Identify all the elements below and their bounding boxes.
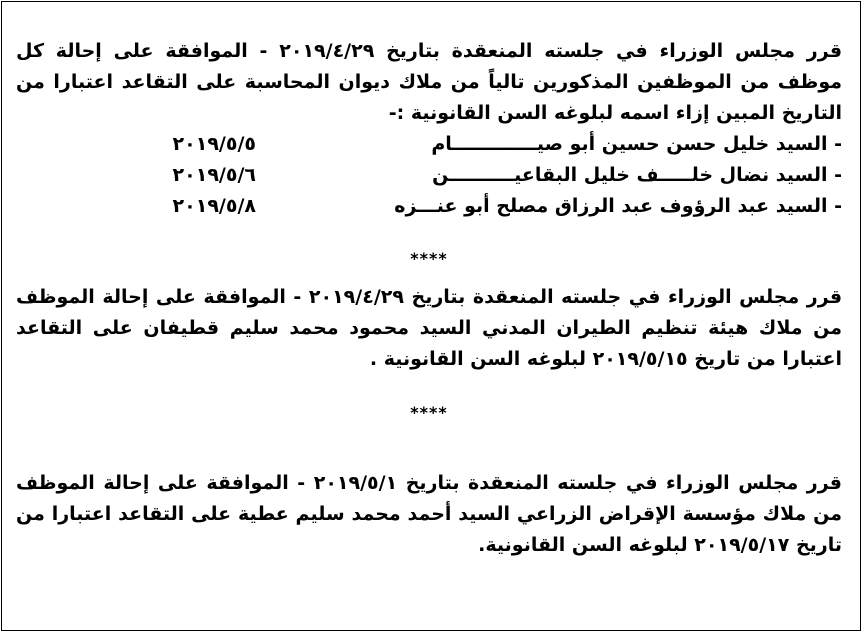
document-frame bbox=[1, 1, 861, 631]
document-content bbox=[2, 36, 860, 561]
retiree-name: - السيد نضال خلـــــف خليل البقاعيــــــــــن bbox=[432, 164, 842, 186]
retirement-date: ٢٠١٩/٥/٥ bbox=[172, 133, 256, 155]
decision-paragraph-1: قرر مجلس الوزراء في جلسته المنعقدة بتاريخ ٢٠١٩/٤/٢٩ - الموافقة على إحالة كل موظف من الموظفين المذكورين تالياً من ملاك ديوان المحاسبة على التقاعد اعتبارا من التاريخ المبين إزاء اسمه لبلوغه السن القانونية :- bbox=[16, 40, 843, 124]
list-item bbox=[16, 160, 842, 191]
retiree-name: - السيد عبد الرؤوف عبد الرزاق مصلح أبو عنـــزه bbox=[394, 195, 842, 217]
list-item bbox=[16, 191, 842, 222]
section-separator: **** bbox=[410, 249, 448, 268]
retiree-name: - السيد خليل حسن حسين أبو صيـــــــــــــام bbox=[431, 133, 842, 155]
retiree-list bbox=[16, 129, 842, 222]
retirement-date: ٢٠١٩/٥/٦ bbox=[172, 164, 256, 186]
decision-paragraph-2: قرر مجلس الوزراء في جلسته المنعقدة بتاريخ ٢٠١٩/٤/٢٩ - الموافقة على إحالة الموظف من ملاك هيئة تنظيم الطيران المدني السيد محمود محمد سليم قطيفان على التقاعد اعتبارا من تاريخ ٢٠١٩/٥/١٥ لبلوغه السن القانونية . bbox=[16, 286, 843, 370]
section-separator: **** bbox=[410, 403, 448, 422]
list-item bbox=[16, 129, 842, 160]
retirement-date: ٢٠١٩/٥/٨ bbox=[172, 195, 256, 217]
decision-paragraph-3: قرر مجلس الوزراء في جلسته المنعقدة بتاريخ ٢٠١٩/٥/١ - الموافقة على إحالة الموظف من ملاك مؤسسة الإقراض الزراعي السيد أحمد محمد سليم عطية على التقاعد اعتبارا من تاريخ ٢٠١٩/٥/١٧ لبلوغه السن القانونية. bbox=[16, 472, 843, 556]
